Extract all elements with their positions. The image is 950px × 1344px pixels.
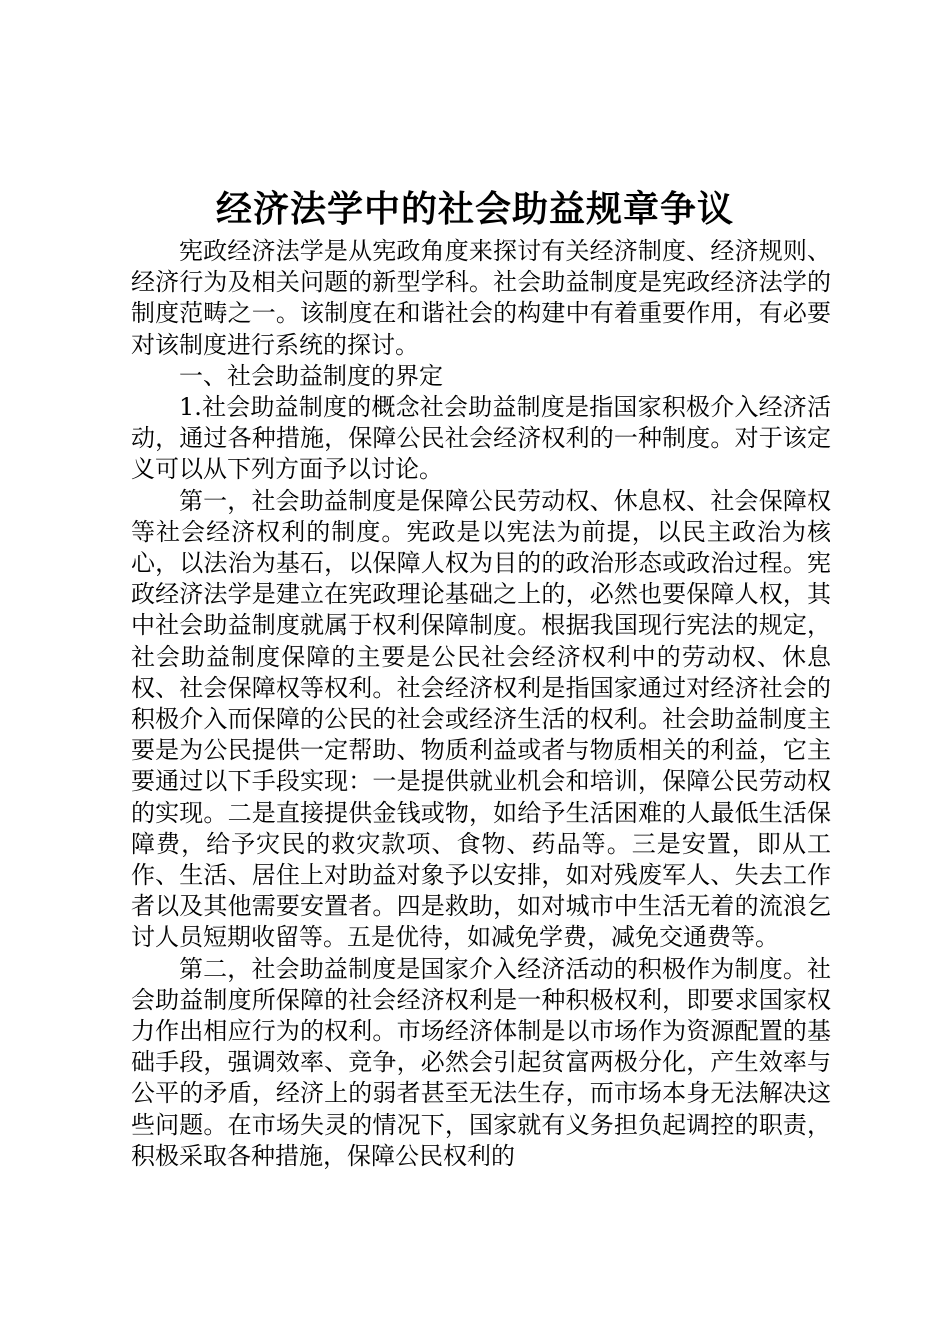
document-body [131,236,831,1172]
intro-paragraph: 宪政经济法学是从宪政角度来探讨有关经济制度、经济规则、经济行为及相关问题的新型学科。社会助益制度是宪政经济法学的制度范畴之一。该制度在和谐社会的构建中有着重要作用，有必要对该制度进行系统的探讨。 [131,237,831,359]
second-point-paragraph: 第二，社会助益制度是国家介入经济活动的积极作为制度。社会助益制度所保障的社会经济权利是一种积极权利，即要求国家权力作出相应行为的权利。市场经济体制是以市场作为资源配置的基础手段，强调效率、竞争，必然会引起贫富两极分化，产生效率与公平的矛盾，经济上的弱者甚至无法生存，而市场本身无法解决这些问题。在市场失灵的情况下，国家就有义务担负起调控的职责，积极采取各种措施，保障公民权利的 [131,954,831,1170]
definition-paragraph: 1.社会助益制度的概念社会助益制度是指国家积极介入经济活动，通过各种措施，保障公民社会经济权利的一种制度。对于该定义可以从下列方面予以讨论。 [131,393,831,484]
section-heading: 一、社会助益制度的界定 [179,361,443,390]
document-title: 经济法学中的社会助益规章争议 [215,189,734,230]
first-point-paragraph: 第一，社会助益制度是保障公民劳动权、休息权、社会保障权等社会经济权利的制度。宪政是以宪法为前提，以民主政治为核心，以法治为基石，以保障人权为目的的政治形态或政治过程。宪政经济法学是建立在宪政理论基础之上的，必然也要保障人权，其中社会助益制度就属于权利保障制度。根据我国现行宪法的规定，社会助益制度保障的主要是公民社会经济权利中的劳动权、休息权、社会保障权等权利。社会经济权利是指国家通过对经济社会的积极介入而保障的公民的社会或经济生活的权利。社会助益制度主要是为公民提供一定帮助、物质利益或者与物质相关的利益，它主要通过以下手段实现：一是提供就业机会和培训，保障公民劳动权的实现。二是直接提供金钱或物，如给予生活困难的人最低生活保障费，给予灾民的救灾款项、食物、药品等。三是安置，即从工作、生活、居住上对助益对象予以安排，如对残废军人、失去工作者以及其他需要安置者。四是救助，如对城市中生活无着的流浪乞讨人员短期收留等。五是优待，如减免学费，减免交通费等。 [131,486,831,952]
